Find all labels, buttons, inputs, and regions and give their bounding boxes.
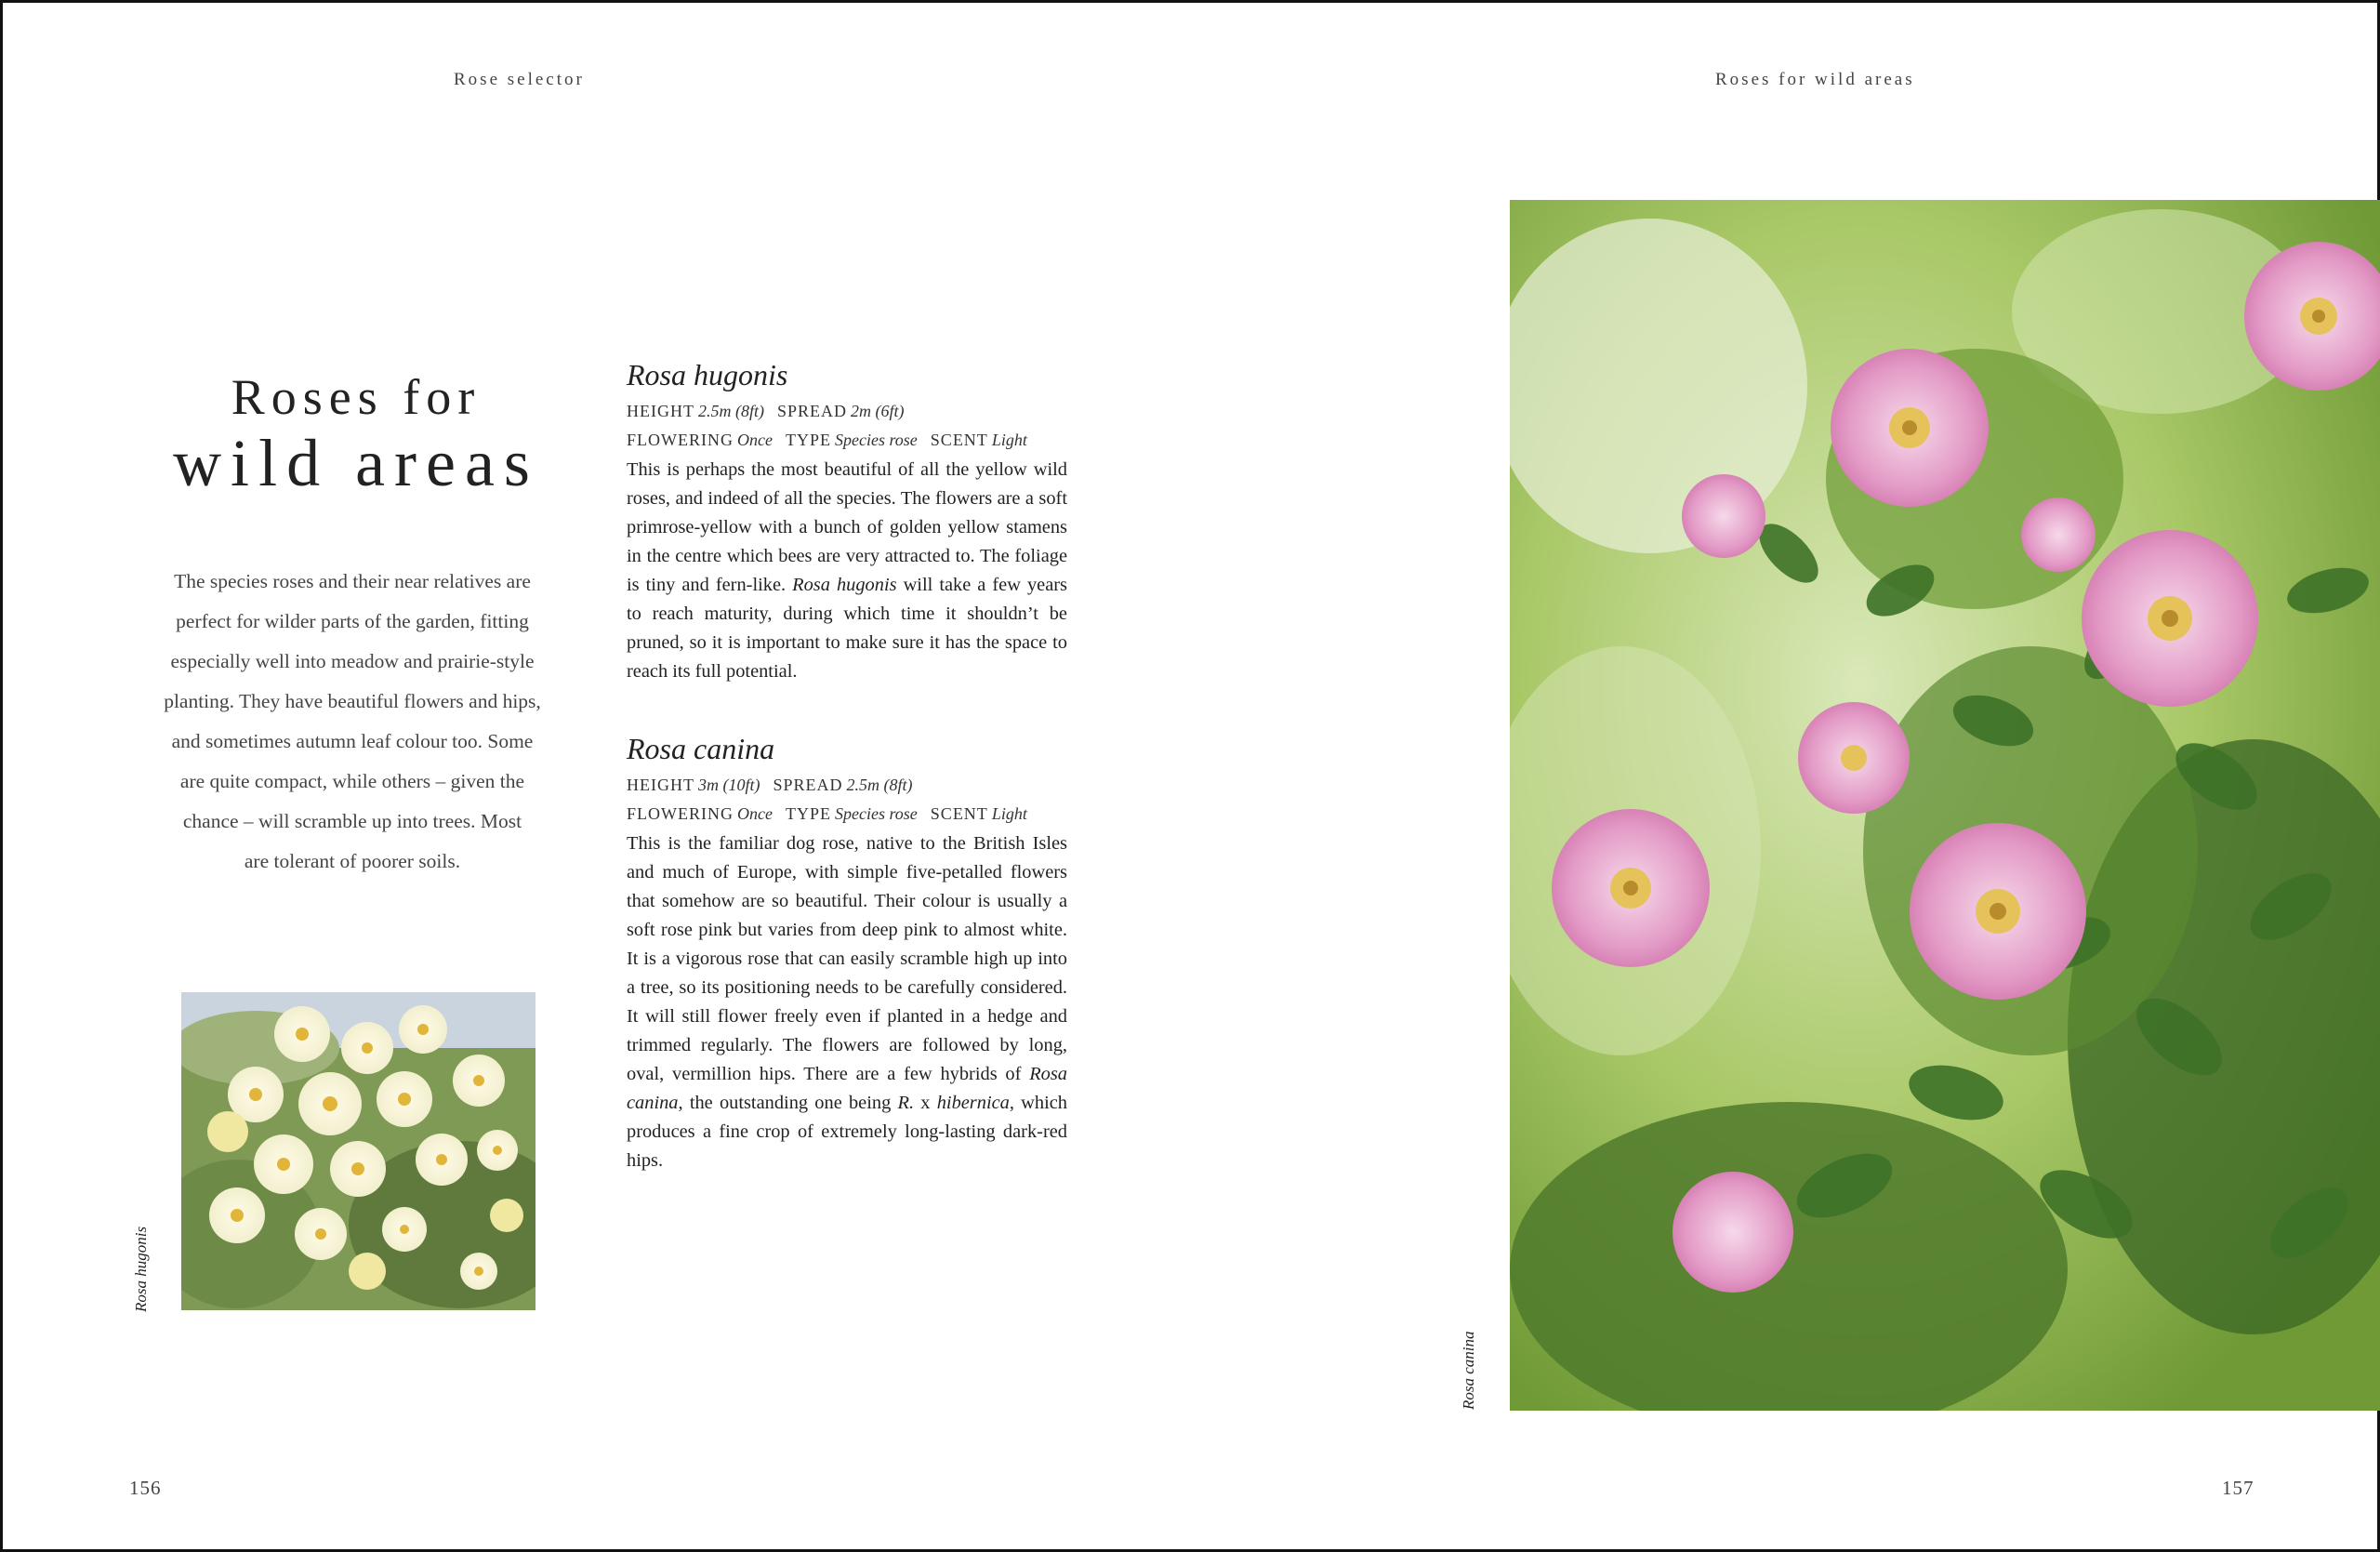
spec-value: Species rose	[834, 804, 918, 824]
body-text-run: , which produces a fine crop of extremely long-lasting dark-red hips.	[627, 1093, 1068, 1172]
section-title	[133, 370, 579, 501]
intro-paragraph	[129, 562, 575, 882]
running-head-left: Rose selector	[454, 70, 585, 89]
running-head-right: Roses for wild areas	[1715, 70, 1915, 89]
intro-line: chance – will scramble up into trees. Most	[182, 810, 522, 832]
spec-label: TYPE	[785, 804, 831, 824]
body-text-italic: R.	[897, 1093, 915, 1114]
spec-value: 3m (10ft)	[697, 776, 760, 795]
spec-label: FLOWERING	[627, 431, 734, 450]
entry-specs	[627, 397, 1067, 455]
body-text-italic: hibernica	[936, 1093, 1010, 1114]
spec-value: Light	[991, 431, 1027, 450]
intro-line: especially well into meadow and prairie-style	[170, 650, 535, 672]
entry-rosa-hugonis	[627, 359, 1067, 686]
spec-value: 2.5m (8ft)	[846, 776, 913, 795]
intro-line: The species roses and their near relatives are	[174, 570, 531, 592]
spec-label: SCENT	[930, 431, 988, 450]
page-number-right: 157	[2222, 1477, 2254, 1499]
body-text-run: , the outstanding one being	[678, 1093, 898, 1114]
spec-value: Light	[991, 804, 1027, 824]
section-title-line1: Roses for	[231, 369, 482, 425]
rosa-hugonis-photo	[181, 992, 536, 1310]
entry-body	[627, 829, 1067, 1175]
spec-value: 2m (6ft)	[851, 402, 905, 421]
body-text-run: will take a few years to reach maturity, during which time it shouldn’t be pruned, so it is important to make sure it has the space to reach its full potential.	[627, 575, 1067, 683]
spec-value: 2.5m (8ft)	[697, 402, 764, 421]
rosa-hugonis-illustration	[181, 992, 536, 1310]
body-text-run: This is the familiar dog rose, native to the British Isles and much of Europe, with simple five-petalled flowers that somehow are so beautiful. Their colour is usually a soft rose pink but varies from deep pink to almost white. It is a vigorous rose that can easily scramble high up into a tree, so its positioning needs to be carefully considered. It will still flower freely even if planted in a hedge and trimmed regularly. The flowers are followed by long, oval, vermillion hips. There are a few hybrids of	[627, 833, 1067, 1085]
spec-value: Once	[737, 431, 773, 450]
spec-label: SCENT	[930, 804, 988, 824]
rosa-canina-caption: Rosa canina	[1460, 1331, 1477, 1410]
intro-line: are quite compact, while others – given the	[179, 770, 525, 792]
body-text-italic: Rosa canina	[627, 1064, 1067, 1114]
entry-body	[627, 456, 1067, 686]
rosa-canina-photo	[1510, 200, 2380, 1411]
spec-label: SPREAD	[776, 402, 848, 421]
spec-label: SPREAD	[773, 776, 843, 795]
intro-line: and sometimes autumn leaf colour too. Some	[171, 730, 534, 752]
body-text-run: x	[914, 1093, 937, 1114]
entry-specs	[627, 771, 1067, 829]
spec-value: Species rose	[834, 431, 918, 450]
body-text-italic: Rosa hugonis	[792, 575, 897, 596]
section-title-line2: wild areas	[173, 426, 539, 501]
spec-label: HEIGHT	[627, 776, 694, 795]
spec-label: FLOWERING	[627, 804, 734, 824]
entry-heading: Rosa hugonis	[627, 358, 788, 391]
spec-label: TYPE	[785, 431, 831, 450]
intro-line: are tolerant of poorer soils.	[244, 850, 461, 872]
rosa-hugonis-caption: Rosa hugonis	[132, 1226, 150, 1312]
rosa-canina-illustration	[1510, 200, 2380, 1411]
page-number-left: 156	[129, 1477, 162, 1499]
entry-rosa-canina	[627, 733, 1067, 1175]
intro-line: planting. They have beautiful flowers and hips,	[164, 690, 541, 712]
spec-label: HEIGHT	[627, 402, 694, 421]
entry-heading: Rosa canina	[627, 732, 775, 765]
body-text-run: This is perhaps the most beautiful of all the yellow wild roses, and indeed of all the species. The flowers are a soft primrose-yellow with a bunch of golden yellow stamens in the centre which bees are very attracted to. The foliage is tiny and fern-like.	[627, 459, 1067, 596]
spec-value: Once	[737, 804, 773, 824]
intro-line: perfect for wilder parts of the garden, fitting	[176, 610, 529, 632]
